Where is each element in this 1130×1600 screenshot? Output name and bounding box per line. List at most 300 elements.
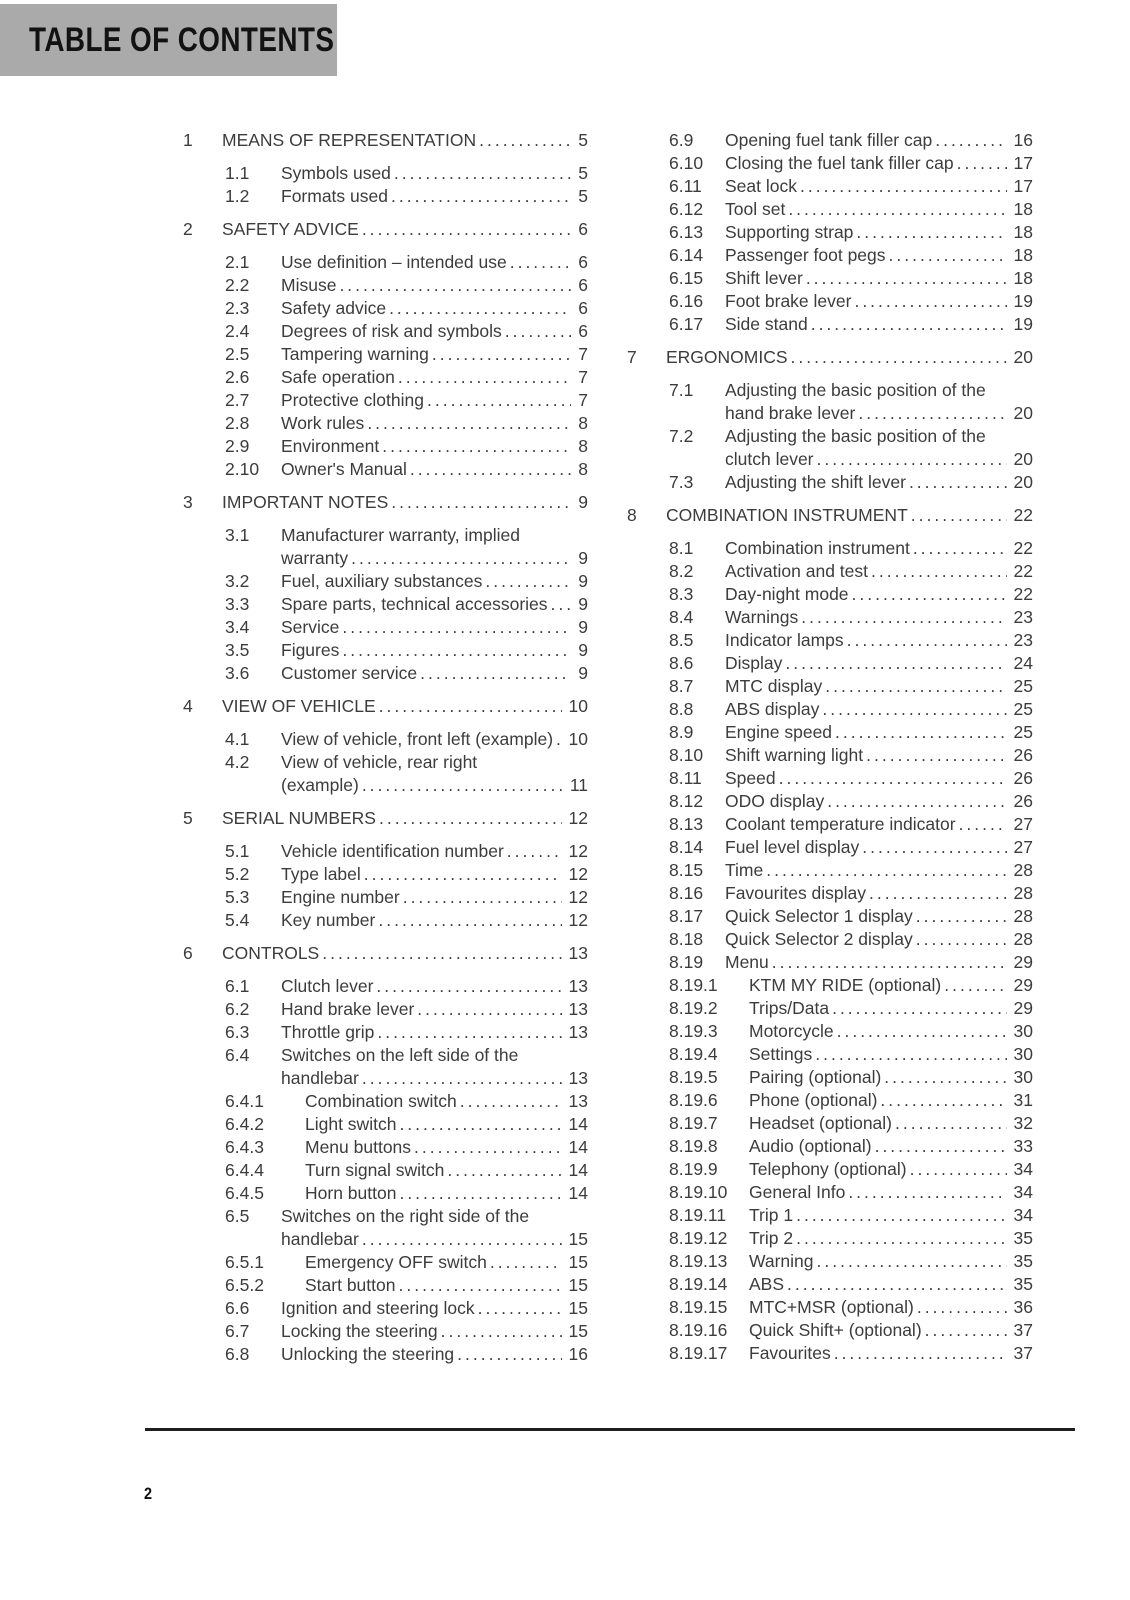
- toc-entry-title: Foot brake lever: [725, 291, 852, 311]
- toc-entry: [669, 583, 1033, 606]
- toc-entry-page: 13: [568, 999, 588, 1019]
- toc-entry-number: 8.13: [669, 814, 704, 834]
- toc-entry: [669, 1066, 1033, 1089]
- toc-entry-body: [281, 435, 588, 458]
- toc-entry-line: [281, 366, 588, 389]
- toc-entry-body: [725, 744, 1033, 767]
- toc-entry-page: 6: [578, 321, 588, 341]
- toc-entry-line: [725, 198, 1033, 221]
- dot-leader: [391, 491, 571, 514]
- toc-entry-line: [725, 928, 1033, 951]
- toc-entry-number: 8.19.17: [669, 1343, 728, 1363]
- toc-entry-title: Pairing (optional): [749, 1067, 882, 1087]
- toc-entry-title: Supporting strap: [725, 222, 854, 242]
- toc-entry-body: [305, 1159, 588, 1182]
- toc-entry-page: 25: [1013, 676, 1033, 696]
- toc-entry-number: 2.3: [225, 298, 250, 318]
- toc-entry-line: [666, 346, 1033, 369]
- toc-entry: [669, 905, 1033, 928]
- toc-entry-line: [281, 975, 588, 998]
- toc-entry-page: 12: [568, 864, 588, 884]
- toc-entry-title: Trips/Data: [749, 998, 830, 1018]
- toc-entry-body: [222, 218, 588, 241]
- toc-entry-page: 25: [1013, 699, 1033, 719]
- toc-entry-page: 31: [1013, 1090, 1033, 1110]
- toc-entry-page: 18: [1013, 222, 1033, 242]
- toc-entry-body: [749, 1273, 1033, 1296]
- toc-entry-number: 8.19.10: [669, 1182, 728, 1202]
- toc-entry-title: Tampering warning: [281, 344, 429, 364]
- dot-leader: [364, 863, 562, 886]
- dot-leader: [796, 1204, 1006, 1227]
- toc-entry: [225, 998, 588, 1021]
- toc-column-left: [183, 129, 588, 1366]
- dot-leader: [827, 790, 1006, 813]
- toc-entry-line: [725, 675, 1033, 698]
- toc-entry-number: 8.19.9: [669, 1159, 718, 1179]
- toc-entry-line: [725, 905, 1033, 928]
- toc-entry-body: [281, 458, 588, 481]
- toc-entry-number: 3.5: [225, 640, 250, 660]
- toc-entry-number: 6.12: [669, 199, 704, 219]
- toc-entry-title: SERIAL NUMBERS: [222, 808, 376, 828]
- dot-leader: [394, 162, 571, 185]
- dot-leader: [880, 1089, 1006, 1112]
- toc-entry-page: 9: [578, 492, 588, 512]
- toc-entry-line: [666, 504, 1033, 527]
- dot-leader: [367, 412, 571, 435]
- toc-entry-line: [281, 616, 588, 639]
- toc-entry-title: Emergency OFF switch: [305, 1252, 487, 1272]
- toc-entry-number: 6.4.4: [225, 1160, 264, 1180]
- toc-entry-line: [281, 1320, 588, 1343]
- toc-entry-title: Combination switch: [305, 1091, 457, 1111]
- toc-entry-page: 30: [1013, 1044, 1033, 1064]
- toc-entry-body: [725, 698, 1033, 721]
- toc-entry-title: Warnings: [725, 607, 799, 627]
- toc-entry-line: [222, 491, 588, 514]
- toc-entry-body: [222, 942, 588, 965]
- toc-entry-body: [725, 537, 1033, 560]
- toc-entry-title: Unlocking the steering: [281, 1344, 455, 1364]
- toc-entry-body: [725, 606, 1033, 629]
- toc-entry-title: IMPORTANT NOTES: [222, 492, 389, 512]
- toc-entry-line: [725, 813, 1033, 836]
- toc-entry-page: 37: [1013, 1343, 1033, 1363]
- dot-leader: [403, 886, 562, 909]
- toc-entry: [225, 162, 588, 185]
- toc-entry-title: Use definition – intended use: [281, 252, 507, 272]
- toc-entry-number: 2: [183, 219, 193, 239]
- toc-entry-line: [749, 1204, 1033, 1227]
- toc-entry-page: 30: [1013, 1021, 1033, 1041]
- toc-entry-number: 1.2: [225, 186, 250, 206]
- toc-entry-title: Activation and test: [725, 561, 868, 581]
- toc-entry: [225, 863, 588, 886]
- toc-entry-line: [281, 1021, 588, 1044]
- toc-entry-title: Misuse: [281, 275, 337, 295]
- toc-entry-body: [281, 998, 588, 1021]
- toc-entry-number: 8.19.5: [669, 1067, 718, 1087]
- toc-entry-title: Motorcycle: [749, 1021, 834, 1041]
- toc-entry: [669, 1020, 1033, 1043]
- toc-entry-title: Menu: [725, 952, 769, 972]
- toc-entry: [669, 675, 1033, 698]
- toc-entry-page: 29: [1013, 975, 1033, 995]
- toc-entry-number: 6.9: [669, 130, 694, 150]
- dot-leader: [779, 767, 1007, 790]
- toc-entry-page: 36: [1013, 1297, 1033, 1317]
- toc-entry-page: 17: [1013, 153, 1033, 173]
- toc-entry-title: Fuel, auxiliary substances: [281, 571, 483, 591]
- toc-entry: [669, 221, 1033, 244]
- toc-entry-body: [725, 767, 1033, 790]
- toc-entry: [225, 1136, 588, 1159]
- toc-entry-body: [281, 975, 588, 998]
- toc-entry-body: [725, 790, 1033, 813]
- toc-entry-line: [281, 251, 588, 274]
- dot-leader: [417, 998, 561, 1021]
- toc-entry: [669, 652, 1033, 675]
- toc-entry-title: MTC+MSR (optional): [749, 1297, 914, 1317]
- toc-entry-title: Day-night mode: [725, 584, 849, 604]
- toc-entry-body: [749, 1135, 1033, 1158]
- toc-entry-page: 12: [568, 910, 588, 930]
- toc-entry-title: Figures: [281, 640, 340, 660]
- dot-leader: [432, 343, 571, 366]
- toc-entry-body: [281, 886, 588, 909]
- toc-entry: [669, 629, 1033, 652]
- dot-leader: [410, 458, 571, 481]
- dot-leader: [362, 1067, 562, 1090]
- dot-leader: [822, 698, 1006, 721]
- toc-entry-title: View of vehicle, front left (example): [281, 729, 554, 749]
- toc-entry-line: [281, 570, 588, 593]
- toc-entry-number: 6.4.1: [225, 1091, 264, 1111]
- toc-entry-line: [281, 458, 588, 481]
- toc-entry-page: 15: [568, 1321, 588, 1341]
- dot-leader: [507, 840, 562, 863]
- dot-leader: [441, 1320, 562, 1343]
- toc-entry: [669, 267, 1033, 290]
- toc-entry-body: [222, 807, 588, 830]
- toc-entry-number: 8: [627, 505, 637, 525]
- toc-entry: [225, 662, 588, 685]
- toc-entry: [225, 343, 588, 366]
- toc-entry-line: [222, 129, 588, 152]
- toc-entry: [225, 593, 588, 616]
- toc-entry: [183, 218, 588, 241]
- toc-entry-title: Type label: [281, 864, 361, 884]
- dot-leader: [556, 728, 562, 751]
- toc-entry-line: [725, 767, 1033, 790]
- toc-entry-number: 8.12: [669, 791, 704, 811]
- toc-entry: [225, 524, 588, 570]
- toc-entry: [669, 152, 1033, 175]
- toc-entry-body: [281, 185, 588, 208]
- toc-entry-body: [281, 728, 588, 751]
- toc-entry: [627, 504, 1033, 527]
- dot-leader: [834, 1342, 1007, 1365]
- toc-entry-title: Favourites: [749, 1343, 831, 1363]
- toc-entry-number: 8.19.15: [669, 1297, 728, 1317]
- toc-entry: [669, 859, 1033, 882]
- toc-entry-body: [305, 1136, 588, 1159]
- toc-entry-line: [725, 290, 1033, 313]
- toc-entry-page: 10: [568, 696, 588, 716]
- toc-entry-body: [749, 1342, 1033, 1365]
- dot-leader: [916, 928, 1007, 951]
- toc-entry-number: 6.4.3: [225, 1137, 264, 1157]
- toc-entry: [183, 942, 588, 965]
- toc-entry-number: 2.1: [225, 252, 250, 272]
- toc-entry-title: Settings: [749, 1044, 813, 1064]
- toc-entry-number: 8.11: [669, 768, 702, 788]
- toc-entry-body: [725, 379, 1033, 425]
- dot-leader: [791, 346, 1007, 369]
- toc-entry-page: 22: [1013, 538, 1033, 558]
- toc-entry: [669, 951, 1033, 974]
- toc-entry-line: [749, 1250, 1033, 1273]
- toc-entry-title: Key number: [281, 910, 376, 930]
- footer-divider: [145, 1428, 1075, 1431]
- dot-leader: [788, 198, 1006, 221]
- toc-entry-page: 23: [1013, 630, 1033, 650]
- toc-entry-number: 3.4: [225, 617, 250, 637]
- toc-entry-page: 25: [1013, 722, 1033, 742]
- toc-entry: [225, 185, 588, 208]
- toc-entry-number: 8.19.2: [669, 998, 718, 1018]
- toc-entry-title: Formats used: [281, 186, 388, 206]
- toc-entry-number: 8.19.14: [669, 1274, 728, 1294]
- dot-leader: [362, 218, 571, 241]
- toc-entry-page: 11: [569, 775, 588, 795]
- dot-leader: [379, 695, 562, 718]
- dot-leader: [869, 882, 1006, 905]
- toc-entry: [669, 721, 1033, 744]
- toc-entry-number: 8.17: [669, 906, 704, 926]
- dot-leader: [925, 1319, 1007, 1342]
- toc-entry-line: [749, 997, 1033, 1020]
- toc-entry-body: [725, 813, 1033, 836]
- toc-entry-title: Safety advice: [281, 298, 387, 318]
- toc-entry-number: 8.10: [669, 745, 704, 765]
- toc-entry-page: 24: [1013, 653, 1033, 673]
- toc-entry-line: [725, 790, 1033, 813]
- toc-entry-number: 6.2: [225, 999, 250, 1019]
- toc-entry-line: [725, 721, 1033, 744]
- toc-entry-page: 14: [568, 1114, 588, 1134]
- toc-entry-body: [305, 1090, 588, 1113]
- toc-entry-page: 26: [1013, 745, 1033, 765]
- toc-entry-title: Shift warning light: [725, 745, 864, 765]
- toc-entry-number: 8.14: [669, 837, 704, 857]
- toc-entry-line: [305, 1159, 588, 1182]
- toc-entry-body: [749, 1319, 1033, 1342]
- toc-entry-title: Horn button: [305, 1183, 397, 1203]
- dot-leader: [510, 251, 572, 274]
- dot-leader: [856, 221, 1006, 244]
- toc-entry-body: [725, 425, 1033, 471]
- toc-entry-number: 5.4: [225, 910, 250, 930]
- toc-entry-title-line2: (example): [281, 775, 359, 795]
- toc-entry-body: [749, 1089, 1033, 1112]
- toc-entry-body: [666, 504, 1033, 527]
- toc-entry-line: [725, 606, 1033, 629]
- toc-entry: [669, 1135, 1033, 1158]
- dot-leader: [342, 616, 571, 639]
- toc-entry-page: 10: [568, 729, 588, 749]
- toc-entry-line: [749, 974, 1033, 997]
- toc-entry-line: [281, 389, 588, 412]
- toc-entry: [225, 1159, 588, 1182]
- toc-entry-page: 7: [578, 390, 588, 410]
- toc-entry: [669, 1181, 1033, 1204]
- toc-entry: [225, 728, 588, 751]
- toc-entry: [225, 1044, 588, 1090]
- toc-entry-title: Light switch: [305, 1114, 397, 1134]
- toc-entry-body: [749, 1158, 1033, 1181]
- toc-entry-page: 8: [578, 413, 588, 433]
- toc-entry: [225, 412, 588, 435]
- toc-entry-body: [281, 412, 588, 435]
- toc-entry-page: 6: [578, 275, 588, 295]
- toc-entry-line: [725, 471, 1033, 494]
- toc-entry-title: Favourites display: [725, 883, 867, 903]
- toc-entry-title: Degrees of risk and symbols: [281, 321, 502, 341]
- dot-leader: [785, 652, 1006, 675]
- dot-leader: [391, 185, 571, 208]
- toc-entry-line: [281, 1067, 588, 1090]
- toc-entry-page: 37: [1013, 1320, 1033, 1340]
- toc-entry-body: [749, 1066, 1033, 1089]
- toc-entry-body: [305, 1251, 588, 1274]
- toc-entry-body: [749, 1043, 1033, 1066]
- toc-entry-page: 17: [1013, 176, 1033, 196]
- toc-entry-number: 6.14: [669, 245, 704, 265]
- toc-entry-line: [725, 402, 1033, 425]
- toc-entry-page: 14: [568, 1137, 588, 1157]
- dot-leader: [817, 1250, 1007, 1273]
- toc-entry-page: 28: [1013, 929, 1033, 949]
- toc-entry-number: 4.1: [225, 729, 250, 749]
- toc-entry-page: 9: [578, 617, 588, 637]
- toc-entry-number: 8.6: [669, 653, 694, 673]
- toc-entry-body: [281, 751, 588, 797]
- toc-entry-number: 2.5: [225, 344, 250, 364]
- toc-entry-body: [281, 366, 588, 389]
- toc-entry-title: Passenger foot pegs: [725, 245, 886, 265]
- toc-entry-title: MEANS OF REPRESENTATION: [222, 130, 477, 150]
- footer-page-number: 2: [144, 1484, 153, 1503]
- toc-entry-line: [725, 175, 1033, 198]
- toc-entry-number: 6.11: [669, 176, 702, 196]
- dot-leader: [479, 129, 571, 152]
- toc-entry: [669, 1342, 1033, 1365]
- toc-entry-page: 27: [1013, 814, 1033, 834]
- toc-entry-line: [725, 744, 1033, 767]
- toc-entry-line: [725, 629, 1033, 652]
- toc-entry-line: [749, 1342, 1033, 1365]
- toc-entry-title: Quick Shift+ (optional): [749, 1320, 922, 1340]
- toc-entry-title: ABS display: [725, 699, 820, 719]
- toc-entry-number: 6.5.2: [225, 1275, 264, 1295]
- toc-entry-page: 29: [1013, 952, 1033, 972]
- toc-entry-title: Engine number: [281, 887, 400, 907]
- toc-entry-title: Coolant temperature indicator: [725, 814, 956, 834]
- toc-entry-page: 6: [578, 219, 588, 239]
- dot-leader: [917, 1296, 1007, 1319]
- toc-entry-page: 7: [578, 344, 588, 364]
- toc-entry-line: [749, 1319, 1033, 1342]
- toc-entry: [225, 1297, 588, 1320]
- toc-entry-number: 6.4.5: [225, 1183, 264, 1203]
- dot-leader: [376, 975, 561, 998]
- toc-entry-page: 15: [568, 1298, 588, 1318]
- toc-entry-page: 27: [1013, 837, 1033, 857]
- toc-entry-page: 16: [568, 1344, 588, 1364]
- toc-entry-title: Trip 1: [749, 1205, 794, 1225]
- toc-entry-body: [281, 1343, 588, 1366]
- toc-entry-title: Customer service: [281, 663, 418, 683]
- toc-entry-page: 16: [1013, 130, 1033, 150]
- toc-entry-body: [725, 471, 1033, 494]
- toc-entry-body: [281, 1021, 588, 1044]
- toc-entry: [225, 1251, 588, 1274]
- dot-leader: [957, 152, 1007, 175]
- toc-entry: [669, 1089, 1033, 1112]
- dot-leader: [852, 583, 1007, 606]
- toc-entry-body: [749, 974, 1033, 997]
- dot-leader: [457, 1343, 561, 1366]
- toc-column-right: [627, 129, 1033, 1365]
- dot-leader: [772, 951, 1007, 974]
- toc-entry-page: 34: [1013, 1205, 1033, 1225]
- dot-leader: [766, 859, 1006, 882]
- toc-entry-title: Menu buttons: [305, 1137, 412, 1157]
- toc-entry-number: 7: [627, 347, 637, 367]
- toc-entry-body: [725, 129, 1033, 152]
- toc-entry-number: 2.4: [225, 321, 250, 341]
- toc-entry-number: 8.19.16: [669, 1320, 728, 1340]
- toc-entry-page: 5: [578, 130, 588, 150]
- toc-entry: [669, 290, 1033, 313]
- toc-entry-number: 5.3: [225, 887, 250, 907]
- toc-entry-number: 3.1: [225, 525, 250, 545]
- toc-entry-page: 12: [568, 887, 588, 907]
- toc-entry-number: 6.3: [225, 1022, 250, 1042]
- toc-entry-line: [725, 951, 1033, 974]
- dot-leader: [854, 290, 1006, 313]
- toc-entry-number: 8.5: [669, 630, 694, 650]
- toc-entry-body: [281, 524, 588, 570]
- toc-entry-body: [281, 1044, 588, 1090]
- toc-entry-number: 8.19.8: [669, 1136, 718, 1156]
- toc-entry-body: [725, 836, 1033, 859]
- toc-entry-page: 29: [1013, 998, 1033, 1018]
- toc-entry-number: 2.6: [225, 367, 250, 387]
- toc-entry-page: 35: [1013, 1251, 1033, 1271]
- toc-entry-line: [281, 774, 588, 797]
- toc-entry-body: [725, 675, 1033, 698]
- dot-leader: [959, 813, 1007, 836]
- toc-entry-number: 8.19: [669, 952, 704, 972]
- toc-entry-line: [725, 583, 1033, 606]
- toc-entry: [225, 975, 588, 998]
- toc-entry: [669, 1043, 1033, 1066]
- toc-entry: [225, 251, 588, 274]
- dot-leader: [427, 389, 571, 412]
